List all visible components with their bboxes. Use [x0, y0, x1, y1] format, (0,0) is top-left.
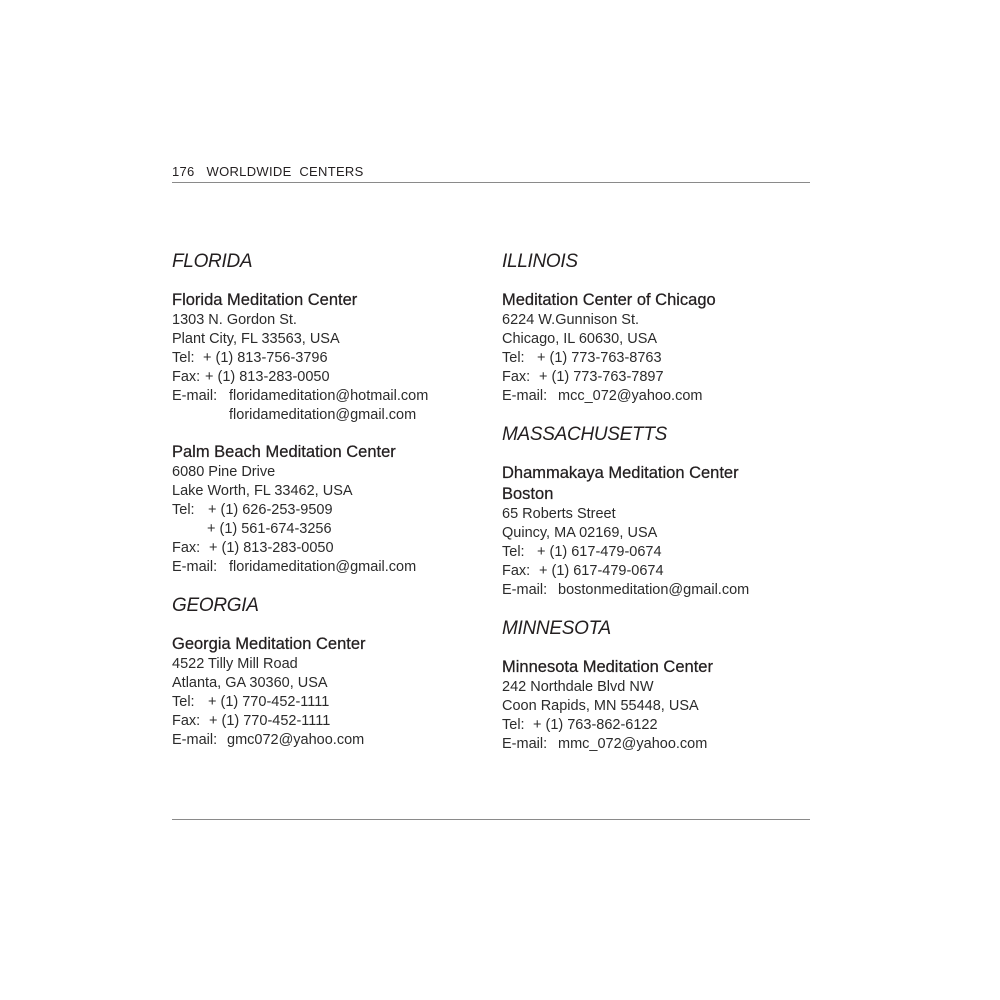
email-label: E-mail: — [502, 388, 548, 404]
tel-line-2 — [172, 520, 492, 539]
address-line: Coon Rapids, MN 55448, USA — [502, 698, 699, 714]
email-line — [502, 387, 822, 406]
right-column — [502, 246, 822, 771]
tel-value: + (1) 626-253-9509 — [208, 502, 333, 518]
address-line: 65 Roberts Street — [502, 506, 616, 522]
fax-label: Fax: — [502, 563, 531, 579]
center-entry — [172, 442, 492, 577]
tel-line — [172, 349, 492, 368]
tel-value: + (1) 561-674-3256 — [207, 521, 332, 537]
tel-value: + (1) 763-862-6122 — [533, 717, 658, 733]
center-entry — [502, 290, 822, 406]
fax-value: + (1) 813-283-0050 — [205, 369, 330, 385]
tel-line — [502, 349, 822, 368]
bottom-rule — [172, 819, 810, 820]
email-link[interactable]: floridameditation@gmail.com — [229, 559, 417, 575]
tel-value: + (1) 773-763-8763 — [537, 350, 662, 366]
email-line — [172, 387, 492, 406]
email-line — [502, 735, 822, 754]
tel-label: Tel: — [172, 502, 195, 518]
tel-line — [172, 501, 492, 520]
email-label: E-mail: — [172, 559, 218, 575]
fax-line — [172, 368, 492, 387]
fax-line — [502, 368, 822, 387]
tel-label: Tel: — [502, 544, 525, 560]
tel-line — [502, 543, 822, 562]
email-line — [172, 731, 492, 750]
tel-line — [502, 716, 822, 735]
fax-value: + (1) 617-479-0674 — [539, 563, 664, 579]
tel-label: Tel: — [502, 717, 525, 733]
center-name: Minnesota Meditation Center — [502, 658, 713, 676]
running-head — [172, 164, 810, 183]
fax-label: Fax: — [172, 369, 201, 385]
address-line: 1303 N. Gordon St. — [172, 312, 297, 328]
center-entry — [172, 634, 492, 750]
page-number: 176 — [172, 164, 195, 179]
email-label: E-mail: — [502, 736, 548, 752]
tel-value: + (1) 813-756-3796 — [203, 350, 328, 366]
address-line: 6224 W.Gunnison St. — [502, 312, 640, 328]
state-heading-minnesota: MINNESOTA — [502, 618, 611, 639]
left-column — [172, 246, 492, 767]
center-name: Florida Meditation Center — [172, 291, 358, 309]
email-label: E-mail: — [172, 732, 218, 748]
tel-line — [172, 693, 492, 712]
email-line — [502, 581, 822, 600]
address-line: Atlanta, GA 30360, USA — [172, 675, 328, 691]
center-name-line-2: Boston — [502, 485, 554, 503]
state-heading-illinois: ILLINOIS — [502, 251, 578, 272]
email-link[interactable]: bostonmeditation@gmail.com — [558, 582, 750, 598]
center-name: Georgia Meditation Center — [172, 635, 366, 653]
center-entry — [502, 463, 822, 600]
fax-value: + (1) 773-763-7897 — [539, 369, 664, 385]
email-link[interactable]: mmc_072@yahoo.com — [558, 736, 708, 752]
address-line: Plant City, FL 33563, USA — [172, 331, 340, 347]
email-label: E-mail: — [502, 582, 548, 598]
address-line: Quincy, MA 02169, USA — [502, 525, 658, 541]
email-link[interactable]: mcc_072@yahoo.com — [558, 388, 703, 404]
address-line: 6080 Pine Drive — [172, 464, 276, 480]
email-label: E-mail: — [172, 388, 218, 404]
address-line: 4522 Tilly Mill Road — [172, 656, 298, 672]
center-entry — [502, 657, 822, 754]
fax-line — [172, 539, 492, 558]
fax-label: Fax: — [172, 713, 201, 729]
state-heading-florida: FLORIDA — [172, 251, 253, 272]
fax-label: Fax: — [502, 369, 531, 385]
email-link[interactable]: floridameditation@hotmail.com — [229, 388, 429, 404]
tel-label: Tel: — [502, 350, 525, 366]
tel-value: + (1) 770-452-1111 — [208, 694, 330, 710]
center-entry — [172, 290, 492, 425]
center-name: Dhammakaya Meditation Center — [502, 464, 739, 482]
fax-label: Fax: — [172, 540, 201, 556]
email-link[interactable]: gmc072@yahoo.com — [227, 732, 365, 748]
email-link[interactable]: floridameditation@gmail.com — [229, 407, 417, 423]
email-line — [172, 558, 492, 577]
address-line: 242 Northdale Blvd NW — [502, 679, 654, 695]
state-heading-massachusetts: MASSACHUSETTS — [502, 424, 668, 445]
fax-line — [502, 562, 822, 581]
fax-value: + (1) 813-283-0050 — [209, 540, 334, 556]
state-heading-georgia: GEORGIA — [172, 595, 259, 616]
tel-label: Tel: — [172, 350, 195, 366]
tel-value: + (1) 617-479-0674 — [537, 544, 662, 560]
email-line-2 — [172, 406, 492, 425]
center-name: Palm Beach Meditation Center — [172, 443, 396, 461]
address-line: Chicago, IL 60630, USA — [502, 331, 658, 347]
section-title: WORLDWIDE CENTERS — [206, 164, 364, 179]
tel-label: Tel: — [172, 694, 195, 710]
fax-value: + (1) 770-452-1111 — [209, 713, 331, 729]
address-line: Lake Worth, FL 33462, USA — [172, 483, 353, 499]
fax-line — [172, 712, 492, 731]
center-name: Meditation Center of Chicago — [502, 291, 716, 309]
